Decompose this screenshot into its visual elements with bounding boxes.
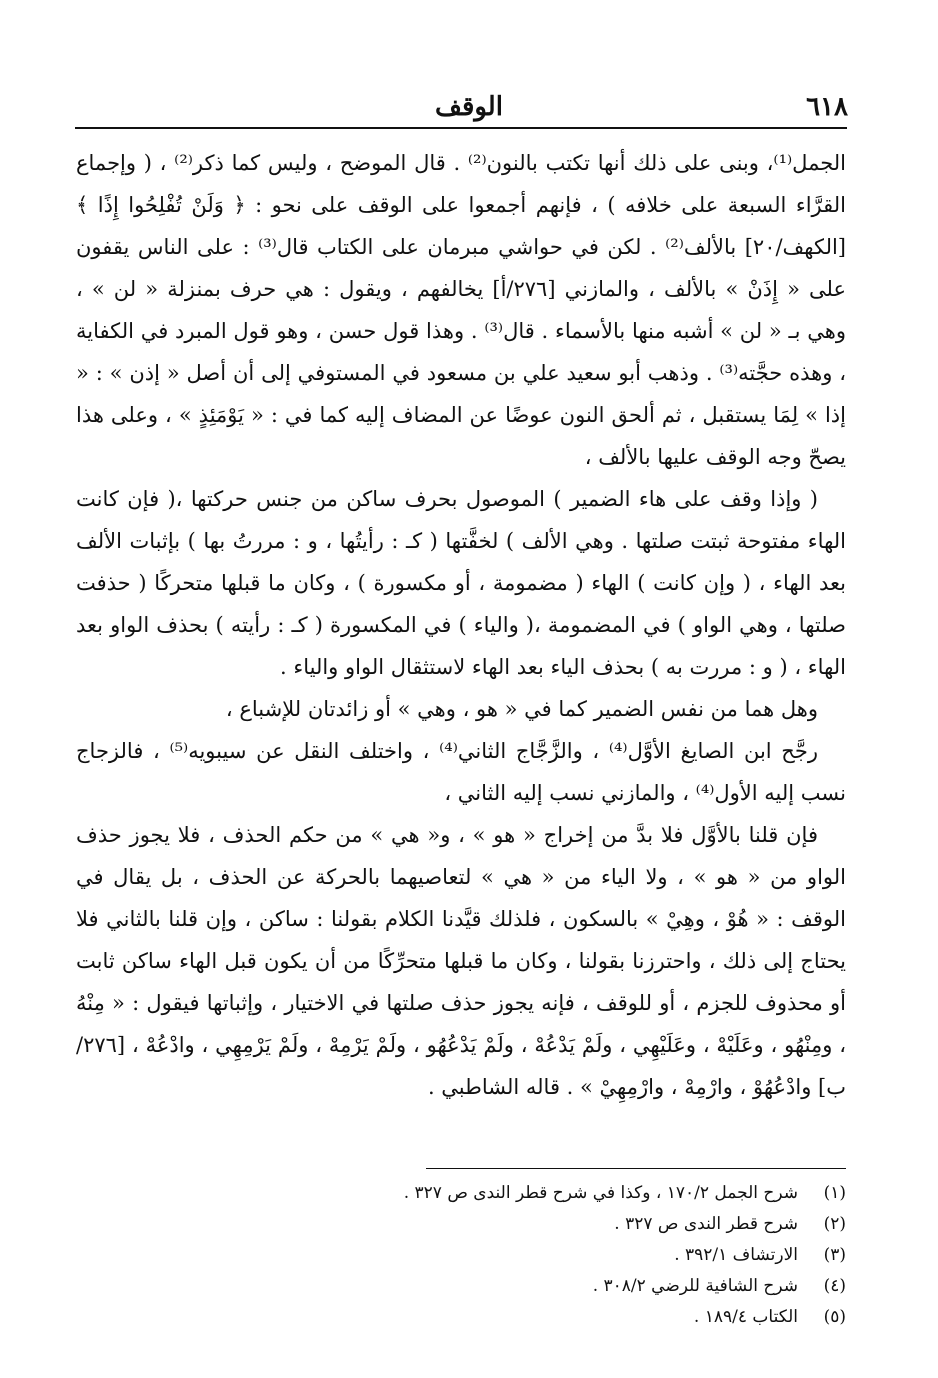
footnote-number: (٢): [823, 1214, 846, 1234]
footnote-text: شرح قطر الندى ص ٣٢٧ .: [614, 1214, 798, 1234]
paragraph-3: وهل هما من نفس الضمير كما في « هو ، وهي » أو زائدتان للإشباع ،: [225, 697, 818, 721]
footnote-item: [86, 1240, 846, 1271]
footnote-text: شرح الشافية للرضي ٣٠٨/٢ .: [592, 1276, 798, 1296]
footnote-text: شرح الجمل ١٧٠/٢ ، وكذا في شرح قطر الندى ص ٣٢٧ .: [403, 1183, 798, 1203]
footnote-item: [86, 1271, 846, 1302]
page-number: ٦١٨: [806, 92, 848, 122]
running-title: الوقف: [435, 92, 503, 122]
paragraph-4: رجَّح ابن الصايغ الأوَّل⁽⁴⁾ ، والزَّجَّاج الثاني⁽⁴⁾ ، واختلف النقل عن سيبويه⁽⁵⁾ ، فالزجاج نسب إليه الأول⁽⁴⁾ ، والمازني نسب إليه الثاني ،: [76, 739, 846, 805]
paragraph-2: ( وإذا وقف على هاء الضمير ) الموصول بحرف ساكن من جنس حركتها ،( فإن كانت الهاء مفتوحة ثبتت صلتها . وهي الألف ) لخفَّتها ( كـ : رأيتُها ، و : مررتُ بها ) بإثبات الألف بعد الهاء ، ( وإن كانت ) الهاء ( مضمومة ، أو مكسورة ) ، وكان ما قبلها متحركًا ( حذفت صلتها ، وهي الواو ) في المضمومة ،( والياء ) في المكسورة ( كـ : رأيته ) بحذف الواو بعد الهاء ، ( و : مررت به ) بحذف الياء بعد الهاء لاستثقال الواو والياء .: [76, 487, 846, 679]
footnote-number: (٣): [823, 1245, 846, 1265]
footnote-item: [86, 1178, 846, 1209]
body-text: [76, 142, 846, 1108]
paragraph-1: الجمل⁽¹⁾، وبنى على ذلك أنها تكتب بالنون⁽²⁾ . قال الموضح ، وليس كما ذكر⁽²⁾ ، ( وإجماع القرَّاء السبعة على خلافه ) ، فإنهم أجمعوا على الوقف على نحو : ﴿ وَلَنْ تُفْلِحُوا إِذًا ﴾ [الكهف/٢٠] بالألف⁽²⁾ . لكن في حواشي مبرمان على الكتاب قال⁽³⁾ : على الناس يقفون على « إِذَنْ » بالألف ، والمازني [٢٧٦/أ] يخالفهم ، ويقول : هي حرف بمنزلة « لن » ، وهي بـ « لن » أشبه منها بالأسماء . قال⁽³⁾ . وهذا قول حسن ، وهو قول المبرد في الكفاية ، وهذه حجَّته⁽³⁾ . وذهب أبو سعيد علي بن مسعود في المستوفي إلى أن أصل « إذن » : « إذا » لِمَا يستقبل ، ثم ألحق النون عوضًا عن المضاف إليه كما في : « يَوْمَئِذٍ » ، وعلى هذا يصحّ وجه الوقف عليها بالألف ،: [76, 151, 847, 469]
footnote-separator: [426, 1168, 846, 1169]
footnote-text: الارتشاف ٣٩٢/١ .: [674, 1245, 798, 1265]
footnote-item: [86, 1302, 846, 1333]
footnotes: [86, 1178, 846, 1333]
paragraph-5: فإن قلنا بالأوَّل فلا بدَّ من إخراج « هو » ، و« هي » من حكم الحذف ، فلا يجوز حذف الواو من « هو » ، ولا الياء من « هي » لتعاصيهما بالحركة عن الحذف ، بل يقال في الوقف : « هُوْ ، وهِيْ » بالسكون ، فلذلك قيَّدنا الكلام بقولنا : ساكن ، وإن قلنا بالثاني فلا يحتاج إلى ذلك ، واحترزنا بقولنا ، وكان ما قبلها متحرِّكًا من أن يكون قبل الهاء ساكن ثابت أو محذوف للجزم ، أو للوقف ، فإنه يجوز حذف صلتها في الاختيار ، وإثباتها فيقول : « مِنْهُ ، ومِنْهُو ، وعَلَيْهْ ، وعَلَيْهِي ، ولَمْ يَدْعُهْ ، ولَمْ يَدْعُهُو ، ولَمْ يَرْمِهْ ، ولَمْ يَرْمِهِي ، وادْعُهْ ، [٢٧٦/ب] وادْعُهُوْ ، وارْمِهْ ، وارْمِهِيْ » . قاله الشاطبي .: [76, 823, 846, 1099]
footnote-number: (١): [823, 1183, 846, 1203]
header-rule: [75, 127, 847, 129]
footnote-number: (٤): [823, 1276, 846, 1296]
footnote-item: [86, 1209, 846, 1240]
footnote-number: (٥): [823, 1307, 846, 1327]
footnote-text: الكتاب ١٨٩/٤ .: [693, 1307, 798, 1327]
